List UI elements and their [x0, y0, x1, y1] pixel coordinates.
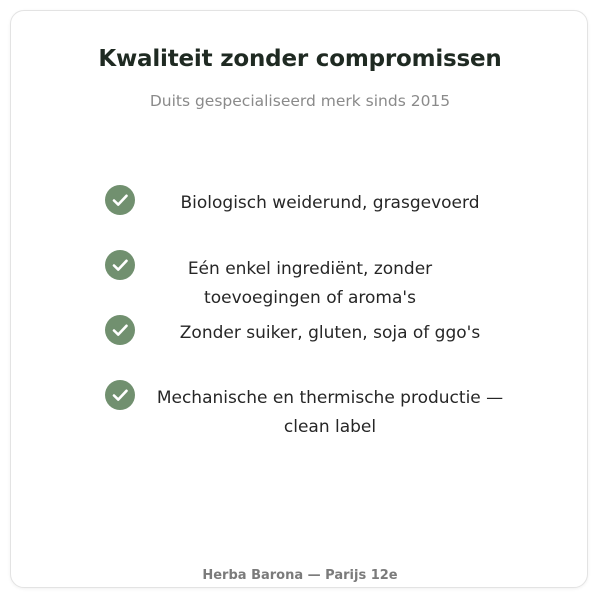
check-circle-icon — [105, 250, 135, 280]
page-title: Kwaliteit zonder compromissen — [98, 46, 502, 72]
check-circle-icon — [105, 185, 135, 215]
feature-item-grass-fed: Biologisch weiderund, grasgevoerd — [180, 193, 480, 213]
feature-item-free-from: Zonder suiker, gluten, soja of ggo's — [179, 323, 481, 343]
feature-item-single-ingredient: Eén enkel ingrediënt, zonder toevoegingen of aroma's — [187, 259, 433, 308]
check-circle-icon — [105, 380, 135, 410]
check-circle-icon — [105, 315, 135, 345]
footer-text: Herba Barona — Parijs 12e — [202, 568, 398, 583]
page-subtitle: Duits gespecialiseerd merk sinds 2015 — [149, 92, 451, 110]
feature-item-production: Mechanische en thermische productie — clean label — [156, 388, 504, 437]
